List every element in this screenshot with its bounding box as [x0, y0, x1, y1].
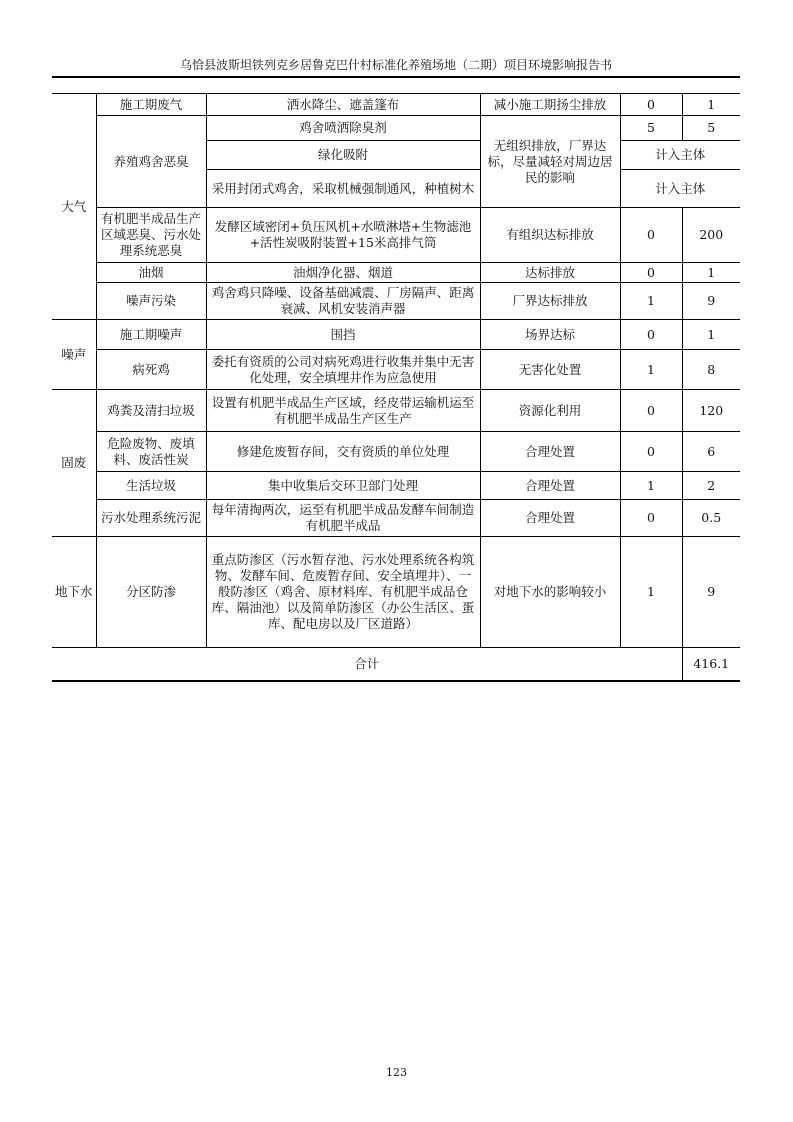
item-cell: 施工期废气 — [96, 94, 206, 116]
value-a-cell: 1 — [620, 472, 682, 500]
measure-cell: 鸡舍喷洒除臭剂 — [206, 116, 480, 141]
measure-cell: 重点防渗区（污水暂存池、污水处理系统各构筑物、发酵车间、危废暂存间、安全填埋井）、一般防渗区（鸡舍、原材料库、有机肥半成品仓库、隔油池）以及简单防渗区（办公生活区、蛋库、配电房以及厂区道路） — [206, 537, 480, 648]
effect-cell: 对地下水的影响较小 — [480, 537, 620, 648]
value-b-cell: 1 — [682, 94, 740, 116]
note-cell: 计入主体 — [620, 141, 740, 170]
effect-cell: 无组织排放，厂界达标，尽量减轻对周边居民的影响 — [480, 116, 620, 208]
value-b-cell: 9 — [682, 283, 740, 320]
value-a-cell: 0 — [620, 320, 682, 350]
page-number: 123 — [386, 1066, 407, 1079]
category-air: 大气 — [52, 94, 96, 320]
table-row — [52, 208, 740, 263]
table-row — [52, 390, 740, 432]
effect-cell: 合理处置 — [480, 500, 620, 537]
measure-cell: 围挡 — [206, 320, 480, 350]
item-cell: 鸡粪及清扫垃圾 — [96, 390, 206, 432]
effect-cell: 有组织达标排放 — [480, 208, 620, 263]
effect-cell: 资源化利用 — [480, 390, 620, 432]
measure-cell: 委托有资质的公司对病死鸡进行收集并集中无害化处理，安全填埋井作为应急使用 — [206, 350, 480, 390]
item-cell: 危险废物、废填料、废活性炭 — [96, 432, 206, 472]
value-b-cell: 2 — [682, 472, 740, 500]
item-cell: 病死鸡 — [96, 350, 206, 390]
table-row — [52, 432, 740, 472]
effect-cell: 达标排放 — [480, 263, 620, 283]
table-row — [52, 116, 740, 141]
page-header-title: 乌恰县波斯坦铁列克乡居鲁克巴什村标准化养殖场地（二期）项目环境影响报告书 — [179, 58, 612, 72]
value-b-cell: 1 — [682, 263, 740, 283]
item-cell: 噪声污染 — [96, 283, 206, 320]
value-b-cell: 1 — [682, 320, 740, 350]
table-row — [52, 350, 740, 390]
measure-cell: 洒水降尘、遮盖篷布 — [206, 94, 480, 116]
table-row — [52, 320, 740, 350]
item-cell: 施工期噪声 — [96, 320, 206, 350]
note-cell: 计入主体 — [620, 170, 740, 208]
table-row — [52, 263, 740, 283]
effect-cell: 无害化处置 — [480, 350, 620, 390]
effect-cell: 合理处置 — [480, 472, 620, 500]
effect-cell: 减小施工期扬尘排放 — [480, 94, 620, 116]
value-a-cell: 0 — [620, 208, 682, 263]
value-b-cell: 200 — [682, 208, 740, 263]
effect-cell: 厂界达标排放 — [480, 283, 620, 320]
item-cell: 分区防渗 — [96, 537, 206, 648]
measure-cell: 每年清掏两次，运至有机肥半成品发酵车间制造有机肥半成品 — [206, 500, 480, 537]
measure-cell: 鸡舍鸡只降噪、设备基础减震、厂房隔声、距离衰减、风机安装消声器 — [206, 283, 480, 320]
value-a-cell: 1 — [620, 350, 682, 390]
value-b-cell: 120 — [682, 390, 740, 432]
total-value: 416.1 — [682, 648, 740, 681]
value-b-cell: 9 — [682, 537, 740, 648]
item-cell: 污水处理系统污泥 — [96, 500, 206, 537]
measure-cell: 采用封闭式鸡舍，采取机械强制通风，种植树木 — [206, 170, 480, 208]
value-a-cell: 0 — [620, 94, 682, 116]
value-a-cell: 0 — [620, 500, 682, 537]
value-a-cell: 1 — [620, 537, 682, 648]
measure-cell: 修建危废暂存间，交有资质的单位处理 — [206, 432, 480, 472]
total-label: 合计 — [52, 648, 682, 681]
table-row — [52, 472, 740, 500]
category-solid-waste: 固废 — [52, 390, 96, 537]
value-a-cell: 0 — [620, 432, 682, 472]
category-groundwater: 地下水 — [52, 537, 96, 648]
item-cell: 油烟 — [96, 263, 206, 283]
value-a-cell: 0 — [620, 390, 682, 432]
table-row — [52, 500, 740, 537]
total-row — [52, 648, 740, 681]
value-b-cell: 5 — [682, 116, 740, 141]
value-b-cell: 6 — [682, 432, 740, 472]
item-cell: 养殖鸡舍恶臭 — [96, 116, 206, 208]
category-noise: 噪声 — [52, 320, 96, 390]
measure-cell: 设置有机肥半成品生产区域，经皮带运输机运至有机肥半成品生产区生产 — [206, 390, 480, 432]
item-cell: 生活垃圾 — [96, 472, 206, 500]
value-a-cell: 0 — [620, 263, 682, 283]
measure-cell: 绿化吸附 — [206, 141, 480, 170]
table-row — [52, 283, 740, 320]
effect-cell: 合理处置 — [480, 432, 620, 472]
effect-cell: 场界达标 — [480, 320, 620, 350]
table-row — [52, 537, 740, 648]
measure-cell: 集中收集后交环卫部门处理 — [206, 472, 480, 500]
header-rule — [52, 76, 740, 78]
value-a-cell: 1 — [620, 283, 682, 320]
measure-cell: 发酵区域密闭+负压风机+水喷淋塔+生物滤池+活性炭吸附装置+15米高排气筒 — [206, 208, 480, 263]
value-a-cell: 5 — [620, 116, 682, 141]
table-row — [52, 94, 740, 116]
environmental-measures-table — [52, 93, 740, 682]
item-cell: 有机肥半成品生产区域恶臭、污水处理系统恶臭 — [96, 208, 206, 263]
measure-cell: 油烟净化器、烟道 — [206, 263, 480, 283]
value-b-cell: 8 — [682, 350, 740, 390]
value-b-cell: 0.5 — [682, 500, 740, 537]
